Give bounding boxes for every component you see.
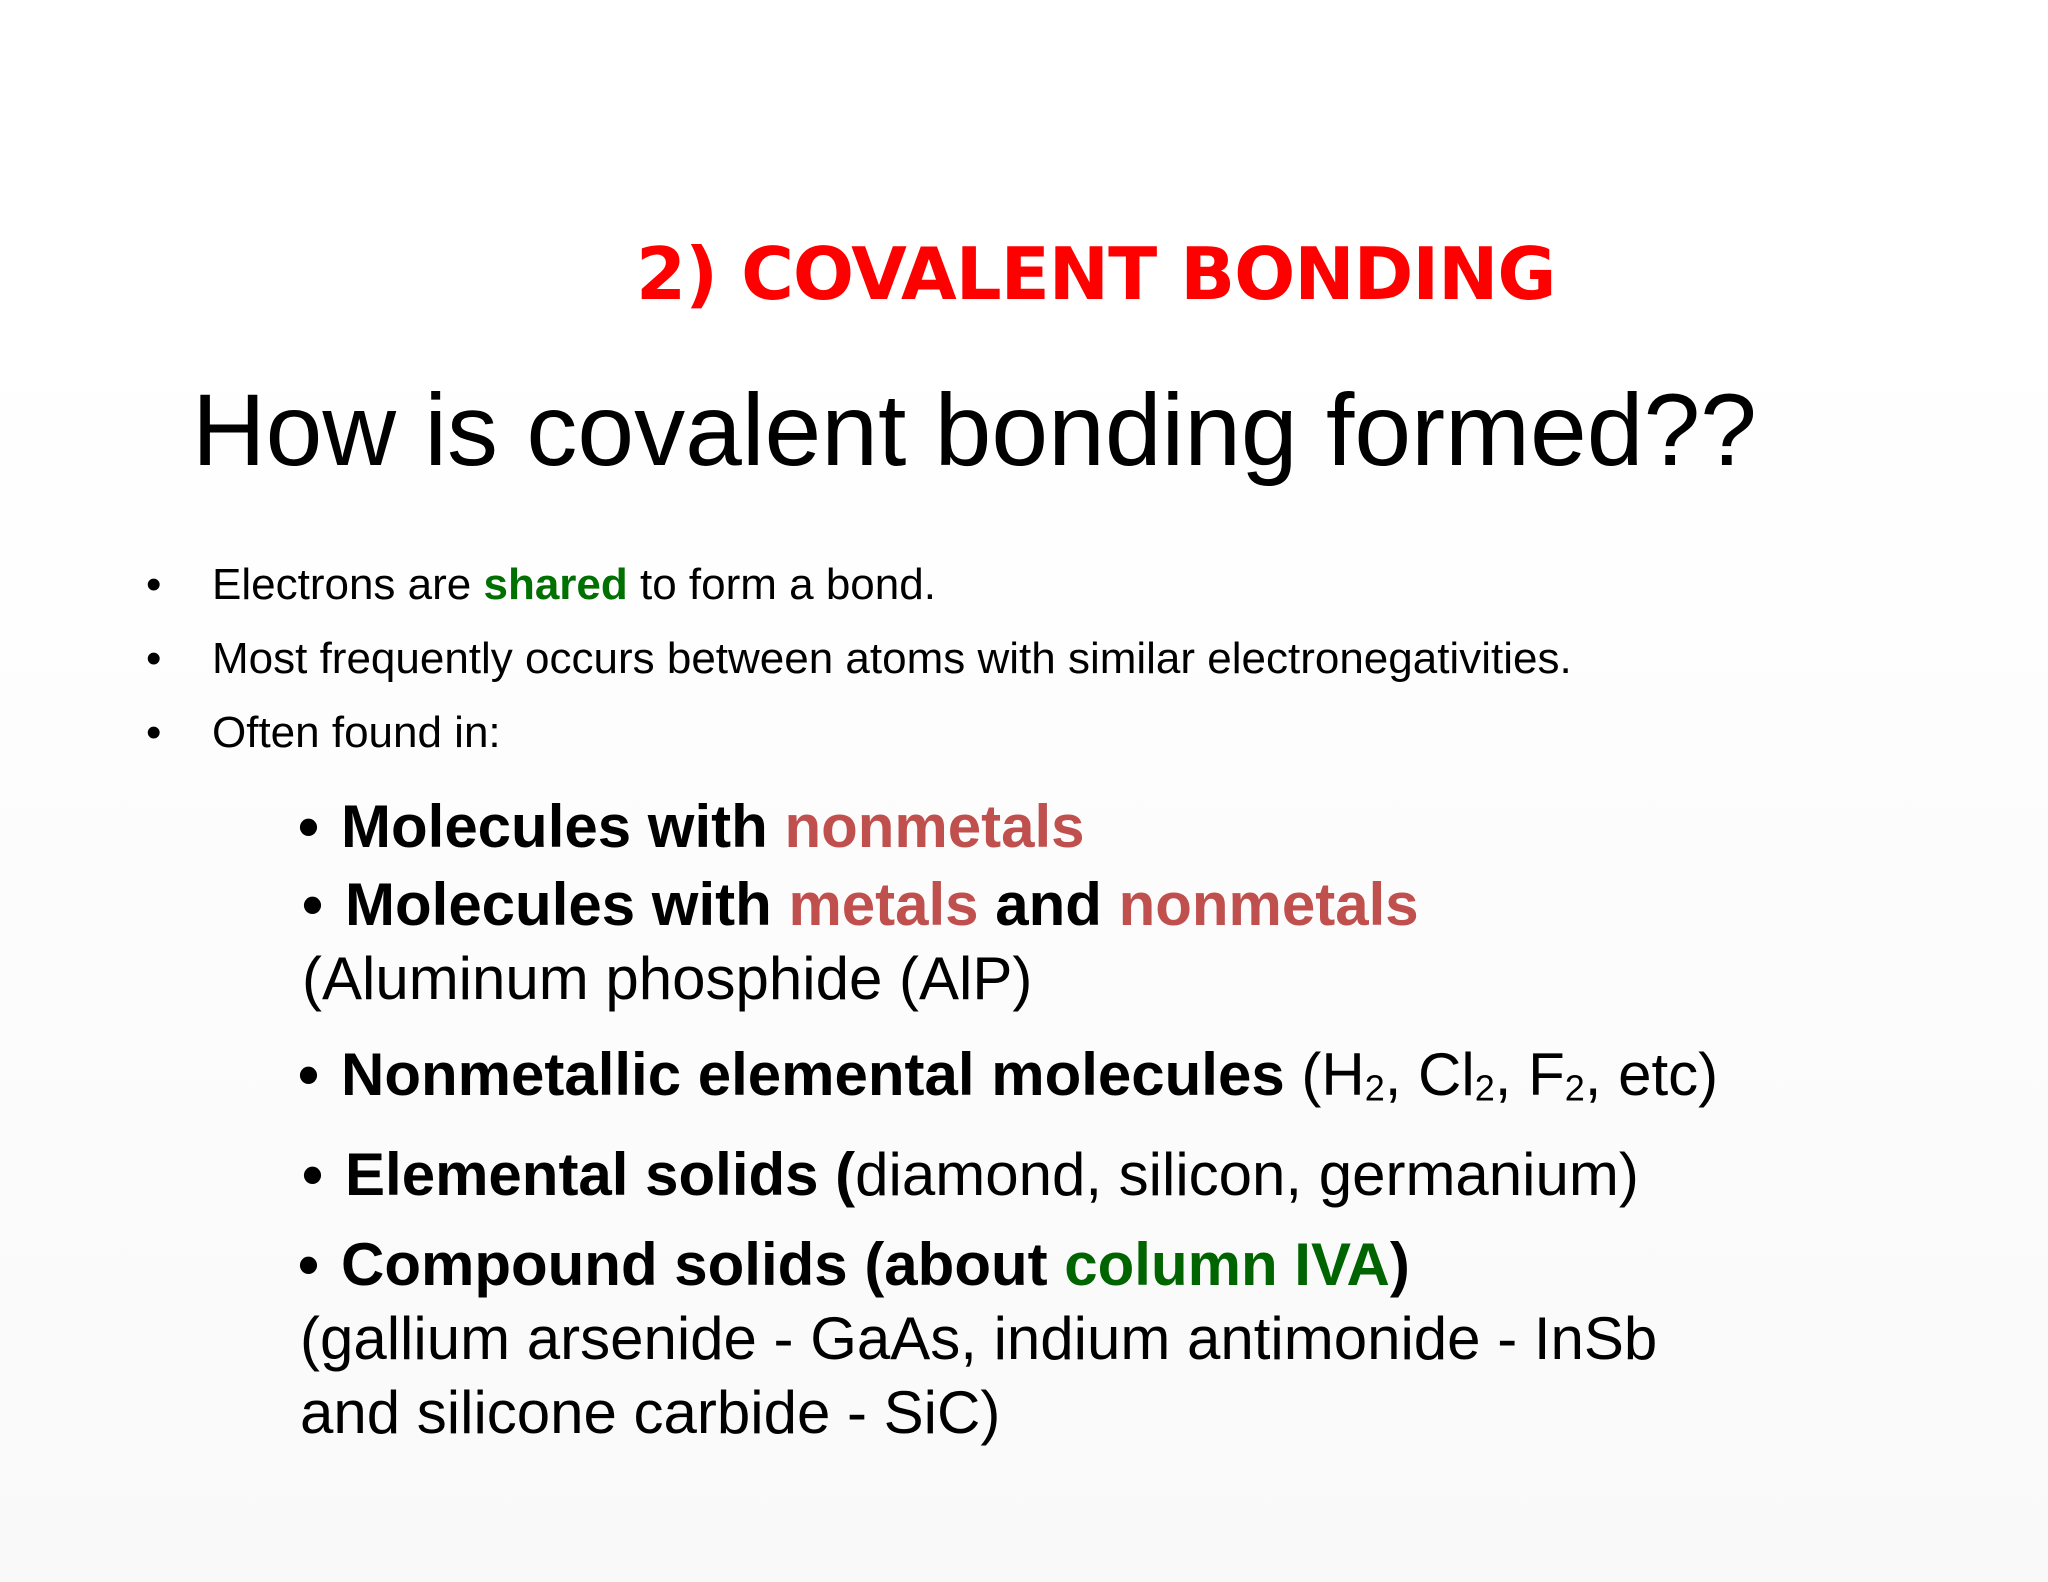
sub-bullet-nonmetals (298, 792, 1085, 861)
bullet-text: Often found in: (212, 708, 501, 757)
question-heading: How is covalent bonding formed?? (192, 373, 1757, 487)
aluminum-phosphide-note: (Aluminum phosphide (AlP) (302, 945, 1033, 1012)
section-title: 2) COVALENT BONDING (636, 232, 1556, 316)
compound-examples-line2: and silicone carbide - SiC) (300, 1379, 1001, 1446)
subscript: 2 (1564, 1067, 1585, 1109)
sub-bullet-text: ) (1389, 1231, 1410, 1298)
bullet-dot: • (298, 1231, 320, 1298)
sub-bullet-text: and (978, 871, 1119, 938)
bullet-electronegativities (146, 634, 1572, 684)
formula-text: (H (1284, 1041, 1365, 1108)
bullet-electrons-shared (146, 560, 936, 610)
formula-text: , F (1494, 1041, 1565, 1108)
sub-bullet-text: Molecules with (345, 871, 789, 938)
formula-text: , etc) (1584, 1041, 1719, 1108)
bullet-often-found (146, 708, 501, 758)
bullet-dot: • (298, 793, 320, 860)
compound-examples-line1: (gallium arsenide - GaAs, indium antimonide - InSb (300, 1305, 1658, 1372)
nonmetals-highlight: nonmetals (1118, 871, 1419, 938)
bullet-dot: • (298, 1041, 320, 1108)
subscript: 2 (1474, 1067, 1495, 1109)
sub-bullet-elemental-solids (302, 1140, 1639, 1209)
examples-text: diamond, silicon, germanium) (855, 1141, 1639, 1208)
sub-bullet-text: Elemental solids ( (345, 1141, 856, 1208)
bullet-dot: • (146, 560, 162, 609)
sub-bullet-metals-nonmetals (302, 870, 1419, 939)
bullet-dot: • (146, 634, 162, 683)
metals-highlight: metals (788, 871, 979, 938)
column-highlight: column IVA (1064, 1231, 1390, 1298)
bullet-text: Electrons are (212, 560, 484, 609)
sub-bullet-text: Molecules with (341, 793, 785, 860)
sub-bullet-compound-solids (298, 1230, 1410, 1299)
formula-text: , Cl (1384, 1041, 1475, 1108)
bullet-dot: • (146, 708, 162, 757)
shared-highlight: shared (483, 560, 628, 609)
sub-bullet-elemental-molecules (298, 1040, 1718, 1109)
subscript: 2 (1364, 1067, 1385, 1109)
bullet-dot: • (302, 871, 324, 938)
sub-bullet-text: Nonmetallic elemental molecules (341, 1041, 1285, 1108)
sub-bullet-text: Compound solids (about (341, 1231, 1065, 1298)
bullet-dot: • (302, 1141, 324, 1208)
bullet-text: to form a bond. (627, 560, 936, 609)
bullet-text: Most frequently occurs between atoms with similar electronegativities. (212, 634, 1572, 683)
nonmetals-highlight: nonmetals (784, 793, 1085, 860)
